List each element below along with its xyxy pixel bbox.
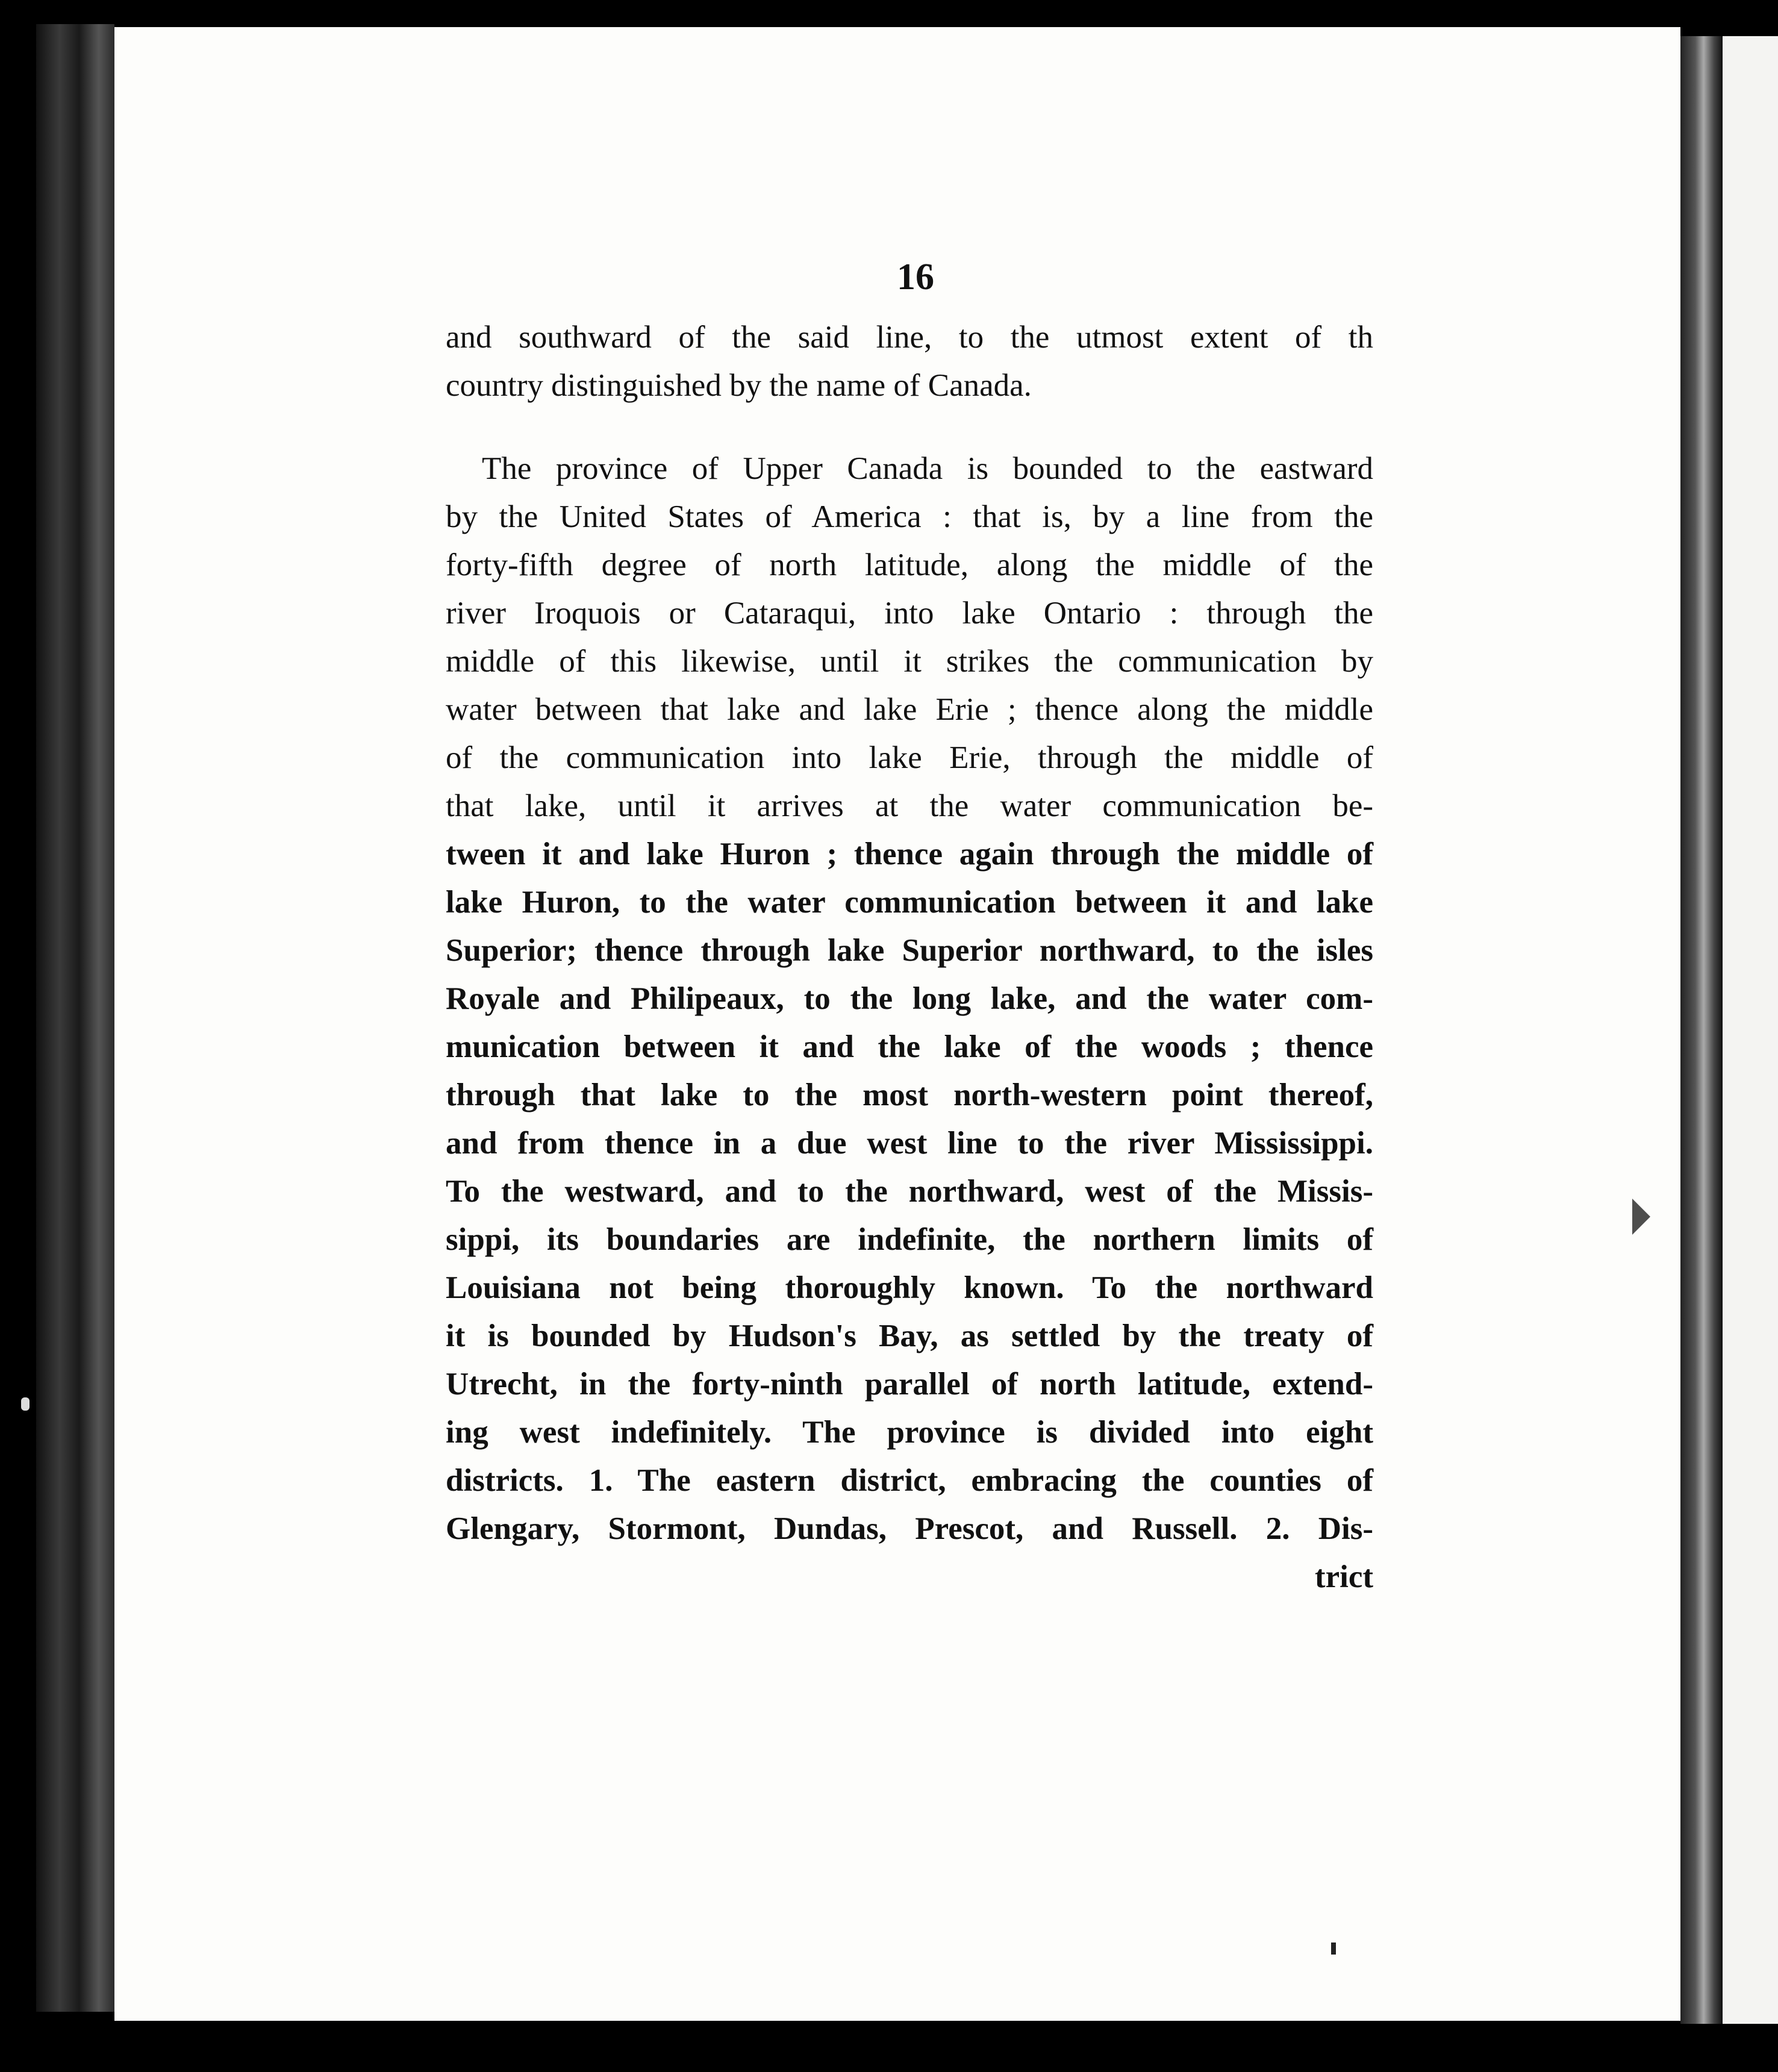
- text-line: Glengary, Stormont, Dundas, Prescot, and Russell. 2. Dis-: [446, 1511, 1373, 1546]
- text-line: of the communication into lake Erie, through the middle of: [446, 740, 1373, 775]
- text-line: Utrecht, in the forty-ninth parallel of north latitude, extend-: [446, 1367, 1373, 1402]
- text-line: munication between it and the lake of the woods ; thence: [446, 1029, 1373, 1064]
- text-line: middle of this likewise, until it strikes the communication by: [446, 644, 1373, 679]
- text-line: Superior; thence through lake Superior northward, to the isles: [446, 933, 1373, 968]
- footer-mark: [1331, 1942, 1336, 1955]
- book-gutter: [36, 24, 114, 2012]
- text-line: The province of Upper Canada is bounded to the eastward: [482, 451, 1373, 486]
- text-line: country distinguished by the name of Canada.: [446, 368, 1032, 403]
- text-line: by the United States of America : that is, by a line from the: [446, 499, 1373, 534]
- text-line: river Iroquois or Cataraqui, into lake Ontario : through the: [446, 596, 1373, 631]
- paragraph-two: [446, 445, 1373, 1601]
- text-line: forty-fifth degree of north latitude, along the middle of the: [446, 548, 1373, 582]
- text-line: it is bounded by Hudson's Bay, as settled by the treaty of: [446, 1318, 1373, 1353]
- text-line: To the westward, and to the northward, west of the Missis-: [446, 1174, 1373, 1209]
- text-line: and southward of the said line, to the utmost extent of th: [446, 320, 1373, 355]
- text-line: that lake, until it arrives at the water communication be-: [446, 788, 1373, 823]
- text-line: tween it and lake Huron ; thence again through the middle of: [446, 837, 1373, 872]
- page-number: 16: [897, 257, 934, 298]
- scan-artifact-mark: [1632, 1199, 1650, 1235]
- facing-page: [1723, 36, 1778, 2024]
- text-line: and from thence in a due west line to the river Mississippi.: [446, 1126, 1373, 1161]
- text-line: lake Huron, to the water communication between it and lake: [446, 885, 1373, 920]
- text-line: trict: [1314, 1559, 1373, 1594]
- paragraph-one: [446, 313, 1373, 410]
- text-line: ing west indefinitely. The province is divided into eight: [446, 1415, 1373, 1450]
- scan-artifact-dot: [21, 1397, 30, 1411]
- text-line: water between that lake and lake Erie ; thence along the middle: [446, 692, 1373, 727]
- text-line: Royale and Philipeaux, to the long lake, and the water com-: [446, 981, 1373, 1016]
- text-line: sippi, its boundaries are indefinite, the northern limits of: [446, 1222, 1373, 1257]
- text-line: districts. 1. The eastern district, embracing the counties of: [446, 1463, 1373, 1498]
- text-line: through that lake to the most north-western point thereof,: [446, 1078, 1373, 1112]
- body-text: [446, 313, 1373, 1601]
- paragraph-gap: [446, 410, 1373, 445]
- text-line: Louisiana not being thoroughly known. To the northward: [446, 1270, 1373, 1305]
- facing-page-edge: [1680, 36, 1723, 2024]
